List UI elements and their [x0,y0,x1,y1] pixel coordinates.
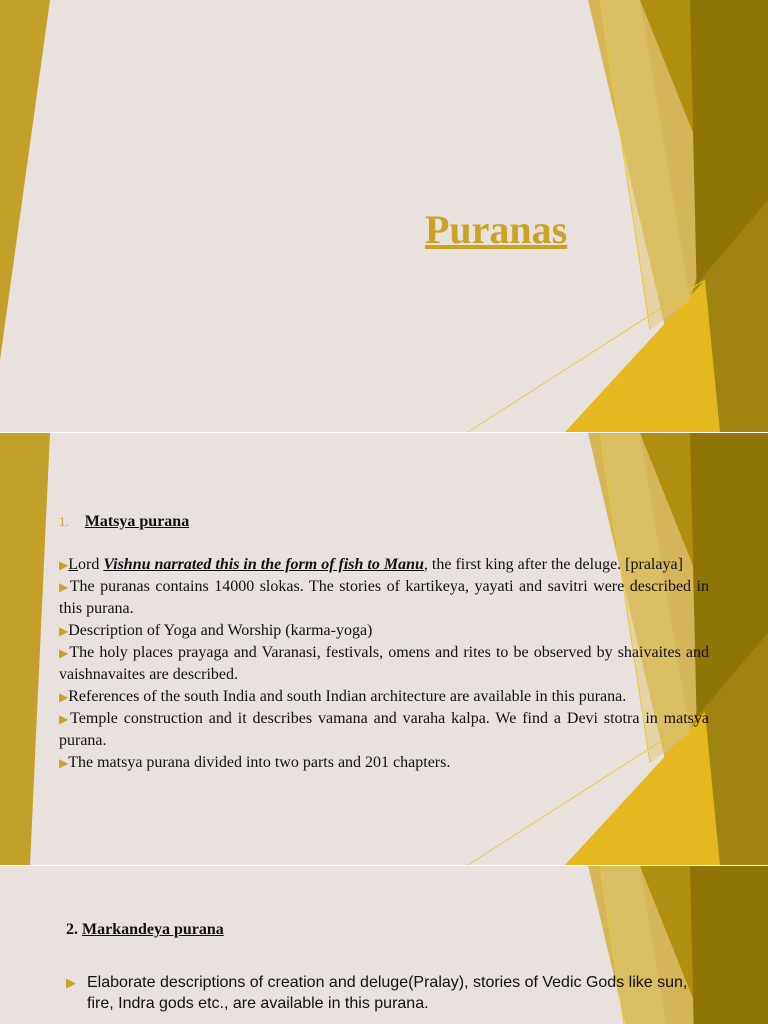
slide-2 [0,433,768,865]
list-item: ▶The matsya purana divided into two parts and 201 chapters. [59,754,451,771]
section-heading [59,513,189,531]
list-item: ▶References of the south India and south Indian architecture are available in this purana. [59,688,627,705]
list-item: ▶Temple construction and it describes vamana and varaha kalpa. We find a Devi stotra in matsya purana. [59,710,709,749]
play-arrow-icon: ▶ [59,690,69,704]
list-item: ▶The puranas contains 14000 slokas. The stories of kartikeya, yayati and savitri were described in this purana. [59,578,709,617]
play-arrow-icon: ▶ [59,756,69,770]
list-item: ▶The holy places prayaga and Varanasi, festivals, omens and rites to be observed by shaivaites and vaishnavaites are described. [59,644,709,683]
slide-3 [0,866,768,1024]
play-arrow-icon: ▶ [59,580,70,594]
play-arrow-icon: ▶ [59,646,70,660]
list-item: ▶ Elaborate descriptions of creation and deluge(Pralay), stories of Vedic Gods like sun, fire, Indra gods etc., are available in this purana. [66,974,688,1012]
section-number: 1. [59,514,69,529]
play-arrow-icon: ▶ [59,712,71,726]
play-arrow-icon: ▶ [59,624,69,638]
list-item: ▶Lord Vishnu narrated this in the form of fish to Manu, the first king after the deluge. [pralaya] [59,556,683,573]
slide-1 [0,0,768,432]
bullet-list [66,972,706,1014]
slide-decoration [0,0,768,432]
section-heading [66,921,224,939]
play-arrow-icon: ▶ [66,975,76,990]
section-heading-text: Markandeya purana [82,921,224,938]
page-title: Puranas [425,207,568,252]
section-number: 2. [66,921,82,938]
section-heading-text: Matsya purana [84,513,190,530]
bullet-list [59,554,709,774]
play-arrow-icon: ▶ [59,558,69,572]
list-item: ▶Description of Yoga and Worship (karma-yoga) [59,622,373,639]
